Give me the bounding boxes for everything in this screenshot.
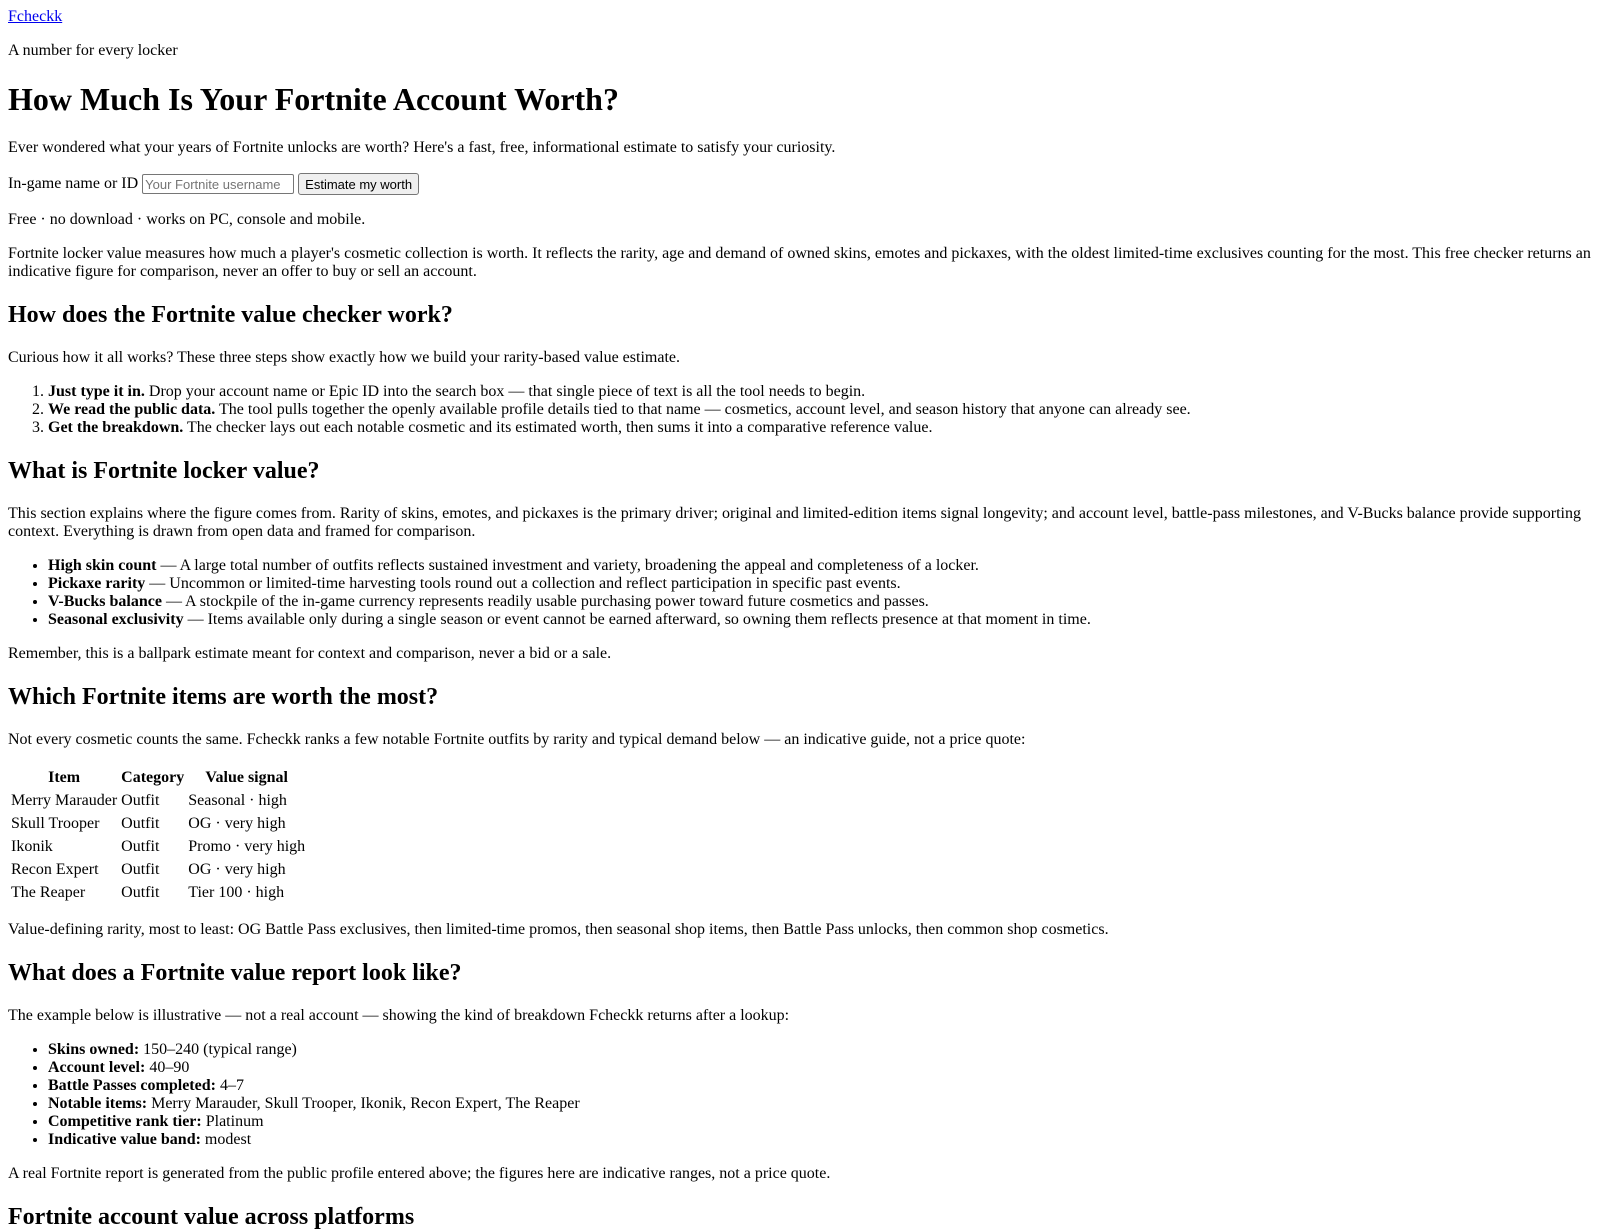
username-label: In-game name or ID [8,175,139,192]
factor-title: High skin count [48,557,157,574]
table-row [10,882,306,903]
report-field [48,1131,1592,1149]
platforms-heading: Fortnite account value across platforms [8,1204,415,1230]
factor-title: Seasonal exclusivity [48,611,184,628]
category-cell: Outfit [121,792,160,809]
factor-item [48,611,1592,629]
report-field-value: modest [204,1131,252,1148]
value-signal-cell: OG · very high [188,815,286,832]
factor-text: — Items available only during a single season or event cannot be earned afterward, so owning them reflects presence at that moment in time. [187,611,1091,628]
brand-paragraph [8,8,1592,26]
factor-text: — A stockpile of the in-game currency represents readily usable purchasing power toward future cosmetics and passes. [165,593,929,610]
step-item [48,383,1592,401]
table-row [10,836,306,857]
report-intro: The example below is illustrative — not a real account — showing the kind of breakdown Fcheckk returns after a lookup: [8,1007,790,1024]
value-signal-cell: OG · very high [188,861,286,878]
locker-value-intro: This section explains where the figure comes from. Rarity of skins, emotes, and pickaxes is the primary driver; original and limited-edition items signal longevity; and account level, battle-pass milestones, and V-Bucks balance provide supporting context. Everything is drawn from open data and framed for comparison. [8,505,1581,540]
estimate-button[interactable]: Estimate my worth [298,173,419,195]
item-cell: Merry Marauder [11,792,118,809]
value-signal-cell: Promo · very high [188,838,306,855]
category-cell: Outfit [121,838,160,855]
table-header-row [10,767,306,788]
report-field [48,1059,1592,1077]
category-cell: Outfit [121,815,160,832]
item-cell: Skull Trooper [11,815,100,832]
column-header: Category [121,769,185,786]
factor-text: — A large total number of outfits reflects sustained investment and variety, broadening the appeal and completeness of a locker. [160,557,979,574]
report-field [48,1113,1592,1131]
factors-list [8,557,1592,629]
category-cell: Outfit [121,861,160,878]
report-field-value: Platinum [205,1113,264,1130]
report-field-label: Battle Passes completed: [48,1077,216,1094]
step-item [48,401,1592,419]
brand-tagline: A number for every locker [8,42,178,59]
item-cell: Recon Expert [11,861,99,878]
value-signal-cell: Tier 100 · high [188,884,285,901]
item-cell: Ikonik [11,838,53,855]
locker-value-note: Remember, this is a ballpark estimate meant for context and comparison, never a bid or a sale. [8,645,612,662]
item-cell: The Reaper [11,884,86,901]
report-field-label: Account level: [48,1059,146,1076]
report-field-value: 150–240 (typical range) [143,1041,297,1058]
report-field-label: Indicative value band: [48,1131,201,1148]
report-field [48,1041,1592,1059]
column-header: Value signal [205,769,288,786]
lookup-form [8,173,1592,195]
how-it-works-heading: How does the Fortnite value checker work? [8,302,453,328]
report-field-value: 4–7 [219,1077,244,1094]
hero-note: Free · no download · works on PC, console and mobile. [8,211,366,228]
how-it-works-intro: Curious how it all works? These three steps show exactly how we build your rarity-based value estimate. [8,349,680,366]
brand-link[interactable]: Fcheckk [8,8,63,25]
category-cell: Outfit [121,884,160,901]
items-table [8,765,308,905]
report-field [48,1095,1592,1113]
table-row [10,813,306,834]
factor-item [48,593,1592,611]
report-field-label: Skins owned: [48,1041,140,1058]
locker-value-heading: What is Fortnite locker value? [8,458,320,484]
items-worth-heading: Which Fortnite items are worth the most? [8,684,439,710]
rarity-note: Value-defining rarity, most to least: OG Battle Pass exclusives, then limited-time promos, then seasonal shop items, then Battle Pass unlocks, then common shop cosmetics. [8,921,1109,938]
table-row [10,790,306,811]
factor-text: — Uncommon or limited-time harvesting tools round out a collection and reflect participation in specific past events. [149,575,901,592]
report-field-label: Notable items: [48,1095,148,1112]
step-text: The tool pulls together the openly available profile details tied to that name — cosmetics, account level, and season history that anyone can already see. [219,401,1191,418]
step-title: Just type it in. [48,383,145,400]
step-title: We read the public data. [48,401,216,418]
factor-item [48,557,1592,575]
factor-title: Pickaxe rarity [48,575,146,592]
factor-title: V-Bucks balance [48,593,162,610]
report-field [48,1077,1592,1095]
value-signal-cell: Seasonal · high [188,792,287,809]
report-field-value: 40–90 [149,1059,190,1076]
column-header: Item [48,769,81,786]
report-heading: What does a Fortnite value report look like? [8,960,462,986]
report-fields-list [8,1041,1592,1149]
page-title: How Much Is Your Fortnite Account Worth? [8,81,619,117]
step-text: The checker lays out each notable cosmetic and its estimated worth, then sums it into a comparative reference value. [186,419,933,436]
page [0,8,1600,1231]
step-item [48,419,1592,437]
table-row [10,859,306,880]
hero-intro: Ever wondered what your years of Fortnite unlocks are worth? Here's a fast, free, informational estimate to satisfy your curiosity. [8,139,836,156]
step-text: Drop your account name or Epic ID into the search box — that single piece of text is all the tool needs to begin. [148,383,866,400]
username-input[interactable] [142,174,294,194]
report-field-value: Merry Marauder, Skull Trooper, Ikonik, Recon Expert, The Reaper [151,1095,580,1112]
definition-text: Fortnite locker value measures how much a player's cosmetic collection is worth. It reflects the rarity, age and demand of owned skins, emotes and pickaxes, with the oldest limited-time exclusives counting for the most. This free checker returns an indicative figure for comparison, never an offer to buy or sell an account. [8,245,1591,280]
report-note: A real Fortnite report is generated from the public profile entered above; the figures here are indicative ranges, not a price quote. [8,1165,831,1182]
steps-list [8,383,1592,437]
factor-item [48,575,1592,593]
step-title: Get the breakdown. [48,419,184,436]
report-field-label: Competitive rank tier: [48,1113,202,1130]
items-worth-intro: Not every cosmetic counts the same. Fcheckk ranks a few notable Fortnite outfits by rarity and typical demand below — an indicative guide, not a price quote: [8,731,1026,748]
